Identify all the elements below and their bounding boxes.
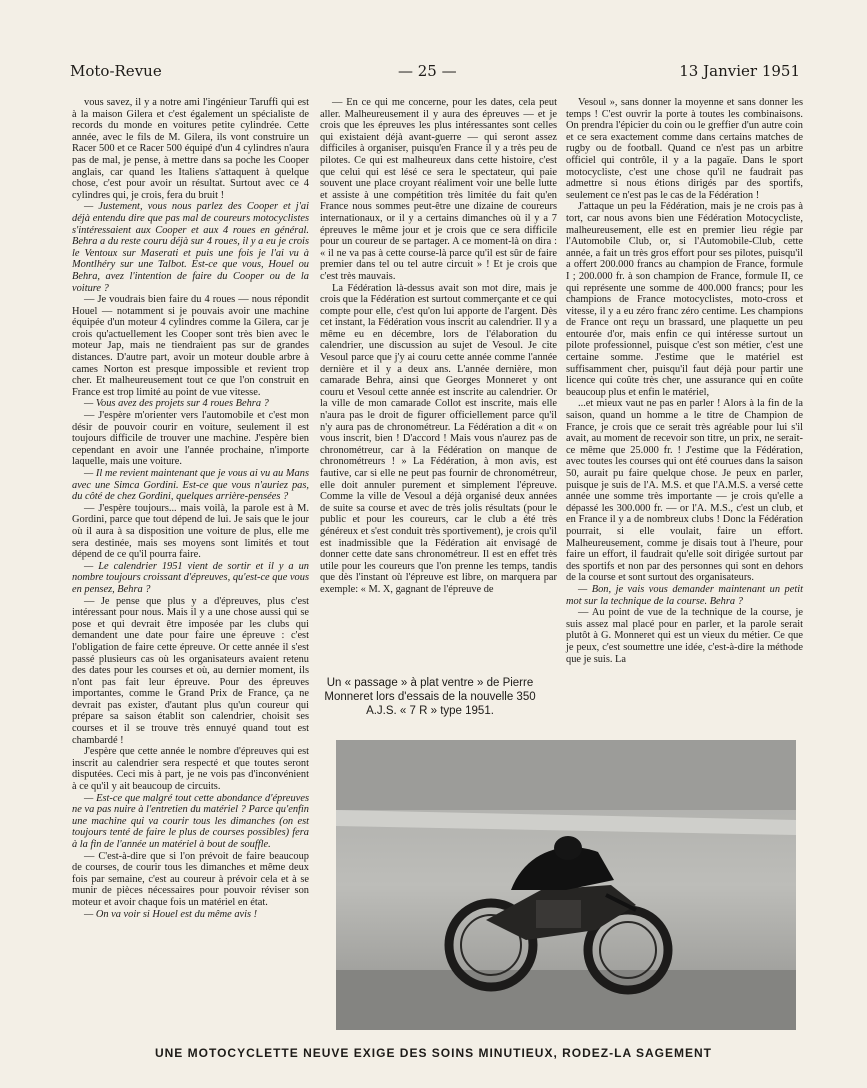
magazine-name: Moto-Revue [70, 62, 162, 80]
paragraph: — Justement, vous nous parlez des Cooper et j'ai déjà entendu dire que pas mal de coureurs motocyclistes s'intéressaient aux Cooper et aux 4 roues en général. Behra a du reste couru déjà sur 4 roues, il y a eu je crois le Ventoux sur Maserati et puis une fois je l'ai vu à Montlhéry sur une Talbot. Est-ce que vous, Houel ou Behra, avez l'intention de faire du Cooper ou de la voiture ? [72, 201, 309, 294]
page-header [70, 62, 800, 82]
issue-date: 13 Janvier 1951 [679, 62, 800, 80]
page-number: — 25 — [398, 62, 457, 80]
paragraph: J'attaque un peu la Fédération, mais je ne crois pas à tort, car nous avons bien une Fédération Motocycliste, malheureusement, elle est en premier lieu régie par l'Automobile Club, or, si l'Automobile-Club, cette année, a fait un très gros effort pour ses pilotes, puisqu'il a offert 200.000 francs au champion de France, formule I ; 200.000 fr. à son champion de France, formule II, ce qui représente une somme de 400.000 francs; pour les champions de France motocyclistes, moto-cross et vitesse, il y a eu zéro franc zéro centime. Les champions de France ont reçu un brassard, une plaquette un peu entourée d'or, mais enfin ce qui intéresse surtout un pilote professionnel, puisque c'est son métier, c'est une certaine somme. J'estime que le matériel est suffisamment cher, puisqu'il faut déjà pour partir une licence qui coûte très cher, une assurance qui en coûte beaucoup plus et enfin le matériel, [566, 201, 803, 398]
motorcycle-photo [336, 740, 796, 1030]
paragraph: — Vous avez des projets sur 4 roues Behra ? [84, 398, 269, 410]
paragraph: Vesoul », sans donner la moyenne et sans donner les temps ! C'est ouvrir la porte à toutes les combinaisons. On prendra l'épicier du coin ou le greffier d'un autre coin et ce sera exactement comme dans certains matches de rugby ou de football. Quand ce n'est pas un arbitre officiel qui contrôle, il y a la pagaïe. Dans le sport motocycliste, c'est une chose qu'il ne faudrait pas admettre si nous étions dirigés par des sportifs, seulement ce n'est pas le cas de la Fédération ! [566, 97, 803, 201]
text-column-3 [566, 97, 803, 665]
paragraph: — Je voudrais bien faire du 4 roues — nous répondit Houel — notamment si je pouvais avoir une machine équipée d'un moteur 4 cylindres comme la Gilera, car je crois qu'actuellement les Cooper sont très bien avec le moteur Jap, mais ne tiendraient pas sur de grandes distances. D'autre part, avoir un moteur double arbre à cames Norton est presque impossible et revient trop cher. Et malheureusement tout ce que l'on construit en France est trop limité au point de vue vitesse. [72, 294, 309, 398]
page-footer-slogan: UNE MOTOCYCLETTE NEUVE EXIGE DES SOINS MINUTIEUX, RODEZ-LA SAGEMENT [154, 1046, 713, 1060]
paragraph: — En ce qui me concerne, pour les dates, cela peut aller. Malheureusement il y aura des épreuves — et je crois que les épreuves les plus intéressantes sont celles qui existaient déjà avant-guerre — qui seront assez difficiles à organiser, puisqu'en France il y a très peu de pilotes. Ce qui est malheureux dans cette histoire, c'est que celui qui est lésé ce sera le spectateur, qui paie souvent une place croyant réaliment voir une belle lutte et assiste à une compétition très limitée du fait qu'en France nous sommes peut-être une dizaine de coureurs internationaux, or il y a certains dimanches où il y a 7 épreuves le même jour et je crois que ce sera difficile pour un coureur de se partager. A ce moment-là on dira : « il ne va pas à cette course-là parce qu'il est sûr de faire premier dans tel ou tel autre circuit » ! Et je crois que c'est très mauvais. [320, 97, 557, 282]
paragraph: ...et mieux vaut ne pas en parler ! Alors à la fin de la saison, quand un homme a le titre de Champion de France, je crois que ce serait très agréable pour lui s'il avait, au moment de recevoir son titre, un prix, ne serait-ce même que 25.000 fr. ! J'estime que la Fédération, avec toutes les courses qui ont été courues dans la saison 50, aurait pu faire quelque chose. Je peux en parler, puisque je suis de l'A. M.S. et que l'A.M.S. a versé cette année une somme très importante — je crois qu'elle a dépassé les 300.000 fr. — or l'A. M.S., c'est un club, et en France il y a de nombreux clubs ! Donc la Fédération pourrait, si elle voulait, faire un effort. Malheureusement, comme je disais tout à l'heure, pour faire un effort, il faudrait qu'elle soit dirigée surtout par des sportifs et non par des personnes qui sont en dehors de la course et sont surtout des organisateurs. [566, 398, 803, 584]
photo-caption: Un « passage » à plat ventre » de Pierre Monneret lors d'essais de la nouvelle 350 A.J.S. « 7 R » type 1951. [324, 677, 536, 717]
paragraph: La Fédération là-dessus avait son mot dire, mais je crois que la Fédération est surtout commerçante et ce qui compte pour elle, c'est qu'on lui apporte de l'argent. Dès cet instant, la Fédération vous inscrit au calendrier. Il y a même eu en décembre, lors de l'élaboration du calendrier, une discussion au sujet de Vesoul. Je cite Vesoul parce que j'y ai couru cette année comme l'année dernière et il y a deux ans. L'année dernière, mon camarade Behra, ainsi que Georges Monneret y ont couru et Vesoul cette année est inscrite au calendrier. Or la ville de mon camarade Collot est inscrite, mais elle n'aura pas le droit de figurer officiellement parce qu'il n'y aura pas de chronométreur. La Fédération a dit « on vous inscrit, bien ! D'accord ! Mais vous n'aurez pas de chronométreur, car à la Fédération on manque de chronométreurs ! » La Fédération, à mon avis, est fautive, car si elle ne peut pas fournir de chronométreur, elle doit annuler purement et simplement l'épreuve. Comme la ville de Vesoul a déjà organisé deux années de suite sa course et avec de très jolis résultats (pour le public et pour les coureurs, car le club a été très généreux et s'est conduit très sportivement), je crois qu'il est inadmissible que la Fédération ait envisagé de donner cette date sans chronométreur. Il est en effet très utile pour les coureurs que l'on prenne les temps, tandis que dès l'instant où l'épreuve est libre, on marquera par exemple: « M. X, gagnant de l'épreuve de [320, 282, 557, 595]
paragraph: — C'est-à-dire que si l'on prévoit de faire beaucoup de courses, de courir tous les dimanches et même deux fois par semaine, c'est au coureur à prévoir cela et à se munir de pièces nécessaires pour pouvoir réviser son moteur et avoir chaque fois un matériel en état. [72, 850, 309, 908]
text-column-1 [72, 97, 309, 1029]
paragraph: — Il me revient maintenant que je vous ai vu au Mans avec une Simca Gordini. Est-ce que vous n'auriez pas, du côté de chez Gordini, quelques arrière-pensées ? [72, 468, 309, 503]
paragraph: — On va voir si Houel est du même avis ! [84, 908, 258, 920]
paragraph: — J'espère m'orienter vers l'automobile et c'est mon désir de pouvoir courir en voiture, seulement il est toujours difficile de trouver une machine. J'espère bien cependant en avoir une l'année prochaine, n'importe laquelle, mais une voiture. [72, 410, 309, 468]
paragraph: — Est-ce que malgré tout cette abondance d'épreuves ne va pas nuire à l'entretien du matériel ? Parce qu'enfin une machine qui va courir tous les dimanches (on est toujours tenté de faire le plus de courses possibles) fera à la fin de l'année un matériel à bout de souffle. [72, 792, 309, 850]
paragraph: — Le calendrier 1951 vient de sortir et il y a un nombre toujours croissant d'épreuves, qu'est-ce que vous en pensez, Behra ? [72, 560, 309, 595]
paragraph: vous savez, il y a notre ami l'ingénieur Taruffi qui est à la maison Gilera et c'est également un spécialiste de records du monde en voitures petite cylindrée. Cette année, avec le fils de M. Gilera, ils vont construire un Racer 500 et ce Racer 500 équipé d'un 4 cylindres n'aura pas de mal, je pense, à mettre dans sa poche les Cooper anglais, car quand les Italiens s'attaquent à quelque chose, c'est pour avoir un résultat. Surtout avec ce 4 cylindres qui, je crois, fera du bruit ! [72, 97, 309, 201]
paragraph: — Au point de vue de la technique de la course, je suis assez mal placé pour en parler, et la parole serait plutôt à G. Monneret qui est un vieux du métier. Ce que je peux, c'est soumettre une idée, c'est-à-dire la méthode que je suis. La [566, 607, 803, 665]
text-column-2 [320, 97, 557, 657]
paragraph: J'espère que cette année le nombre d'épreuves qui est inscrit au calendrier sera respecté et que toutes seront disputées. Ceci mis à part, je ne vois pas d'inconvénient à ce qu'il y ait beaucoup de circuits. [72, 746, 309, 793]
paragraph: — J'espère toujours... mais voilà, la parole est à M. Gordini, parce que tout dépend de lui. Je sais que le jour où il aura à sa disposition une voiture de plus, elle me sera destinée, mais ses moyens sont limités et tout dépend de ce qu'il pourra faire. [72, 502, 309, 561]
paragraph: — Je pense que plus y a d'épreuves, plus c'est intéressant pour nous. Mais il y a une chose aussi qui se pose et qui devrait être imposée par les clubs qui demandent une date pour faire une épreuve : c'est l'obligation de faire cette épreuve. Or cette année il s'est passé plusieurs cas où les organisateurs avaient retenu des dates pour les courses et où, au dernier moment, ils n'ont pas fait leur épreuve. Pour des épreuves importantes, comme le Grand Prix de France, ça ne devrait pas exister, d'autant plus qu'un coureur qui prépare sa saison établit son calendrier, choisit ses courses et il se trouve très ennuyé quand tout est chambardé ! [72, 595, 309, 746]
paragraph: — Bon, je vais vous demander maintenant un petit mot sur la technique de la course. Behra ? [566, 583, 803, 607]
